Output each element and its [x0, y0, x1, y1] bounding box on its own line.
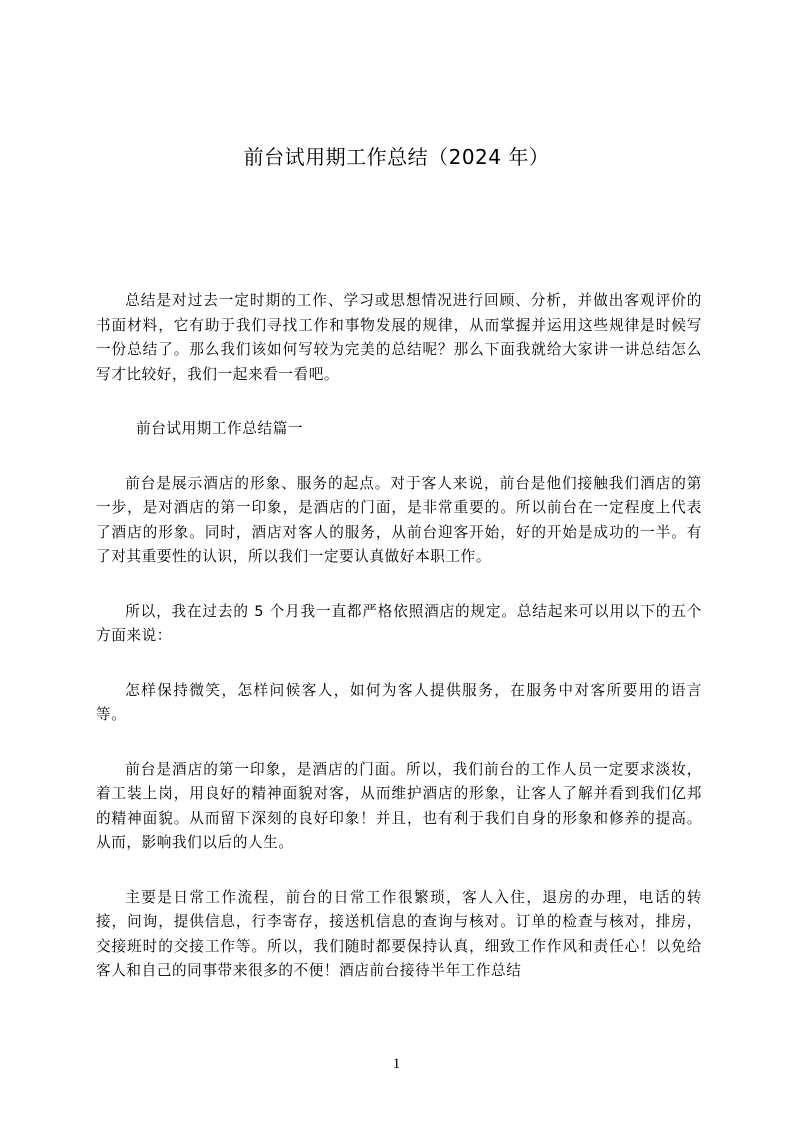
- page-number: 1: [392, 1056, 401, 1072]
- body-paragraph: 前台是展示酒店的形象、服务的起点。对于客人来说，前台是他们接触我们酒店的第一步，是对酒店的第一印象，是酒店的门面，是非常重要的。所以前台在一定程度上代表了酒店的形象。同时，酒店对客人的服务，从前台迎客开始，好的开始是成功的一半。有了对其重要性的认识，所以我们一定要认真做好本职工作。: [96, 474, 702, 565]
- body-paragraph: 主要是日常工作流程，前台的日常工作很繁琐，客人入住，退房的办理，电话的转接，问询，提供信息，行李寄存，接送机信息的查询与核对。订单的检查与核对，排房，交接班时的交接工作等。所以，我们随时都要保持认真，细致工作作风和责任心！以免给客人和自己的同事带来很多的不便！酒店前台接待半年工作总结: [96, 888, 702, 979]
- intro-paragraph: 总结是对过去一定时期的工作、学习或思想情况进行回顾、分析，并做出客观评价的书面材料，它有助于我们寻找工作和事物发展的规律，从而掌握并运用这些规律是时候写一份总结了。那么我们该如何写较为完美的总结呢？那么下面我就给大家讲一讲总结怎么写才比较好，我们一起来看一看吧。: [96, 292, 702, 383]
- body-paragraph: 所以，我在过去的 5 个月我一直都严格依照酒店的规定。总结起来可以用以下的五个方面来说：: [96, 602, 702, 644]
- document-body: [96, 289, 702, 1014]
- body-paragraph: 怎样保持微笑，怎样问候客人，如何为客人提供服务，在服务中对客所要用的语言等。: [96, 681, 702, 723]
- section-heading: 前台试用期工作总结篇一: [136, 420, 304, 437]
- body-paragraph: 前台是酒店的第一印象，是酒店的门面。所以，我们前台的工作人员一定要求淡妆，着工装上岗，用良好的精神面貌对客，从而维护酒店的形象，让客人了解并看到我们亿邦的精神面貌。从而留下深刻的良好印象！并且，也有利于我们自身的形象和修养的提高。从而，影响我们以后的人生。: [96, 760, 702, 851]
- document-title: 前台试用期工作总结（2024 年）: [243, 145, 550, 169]
